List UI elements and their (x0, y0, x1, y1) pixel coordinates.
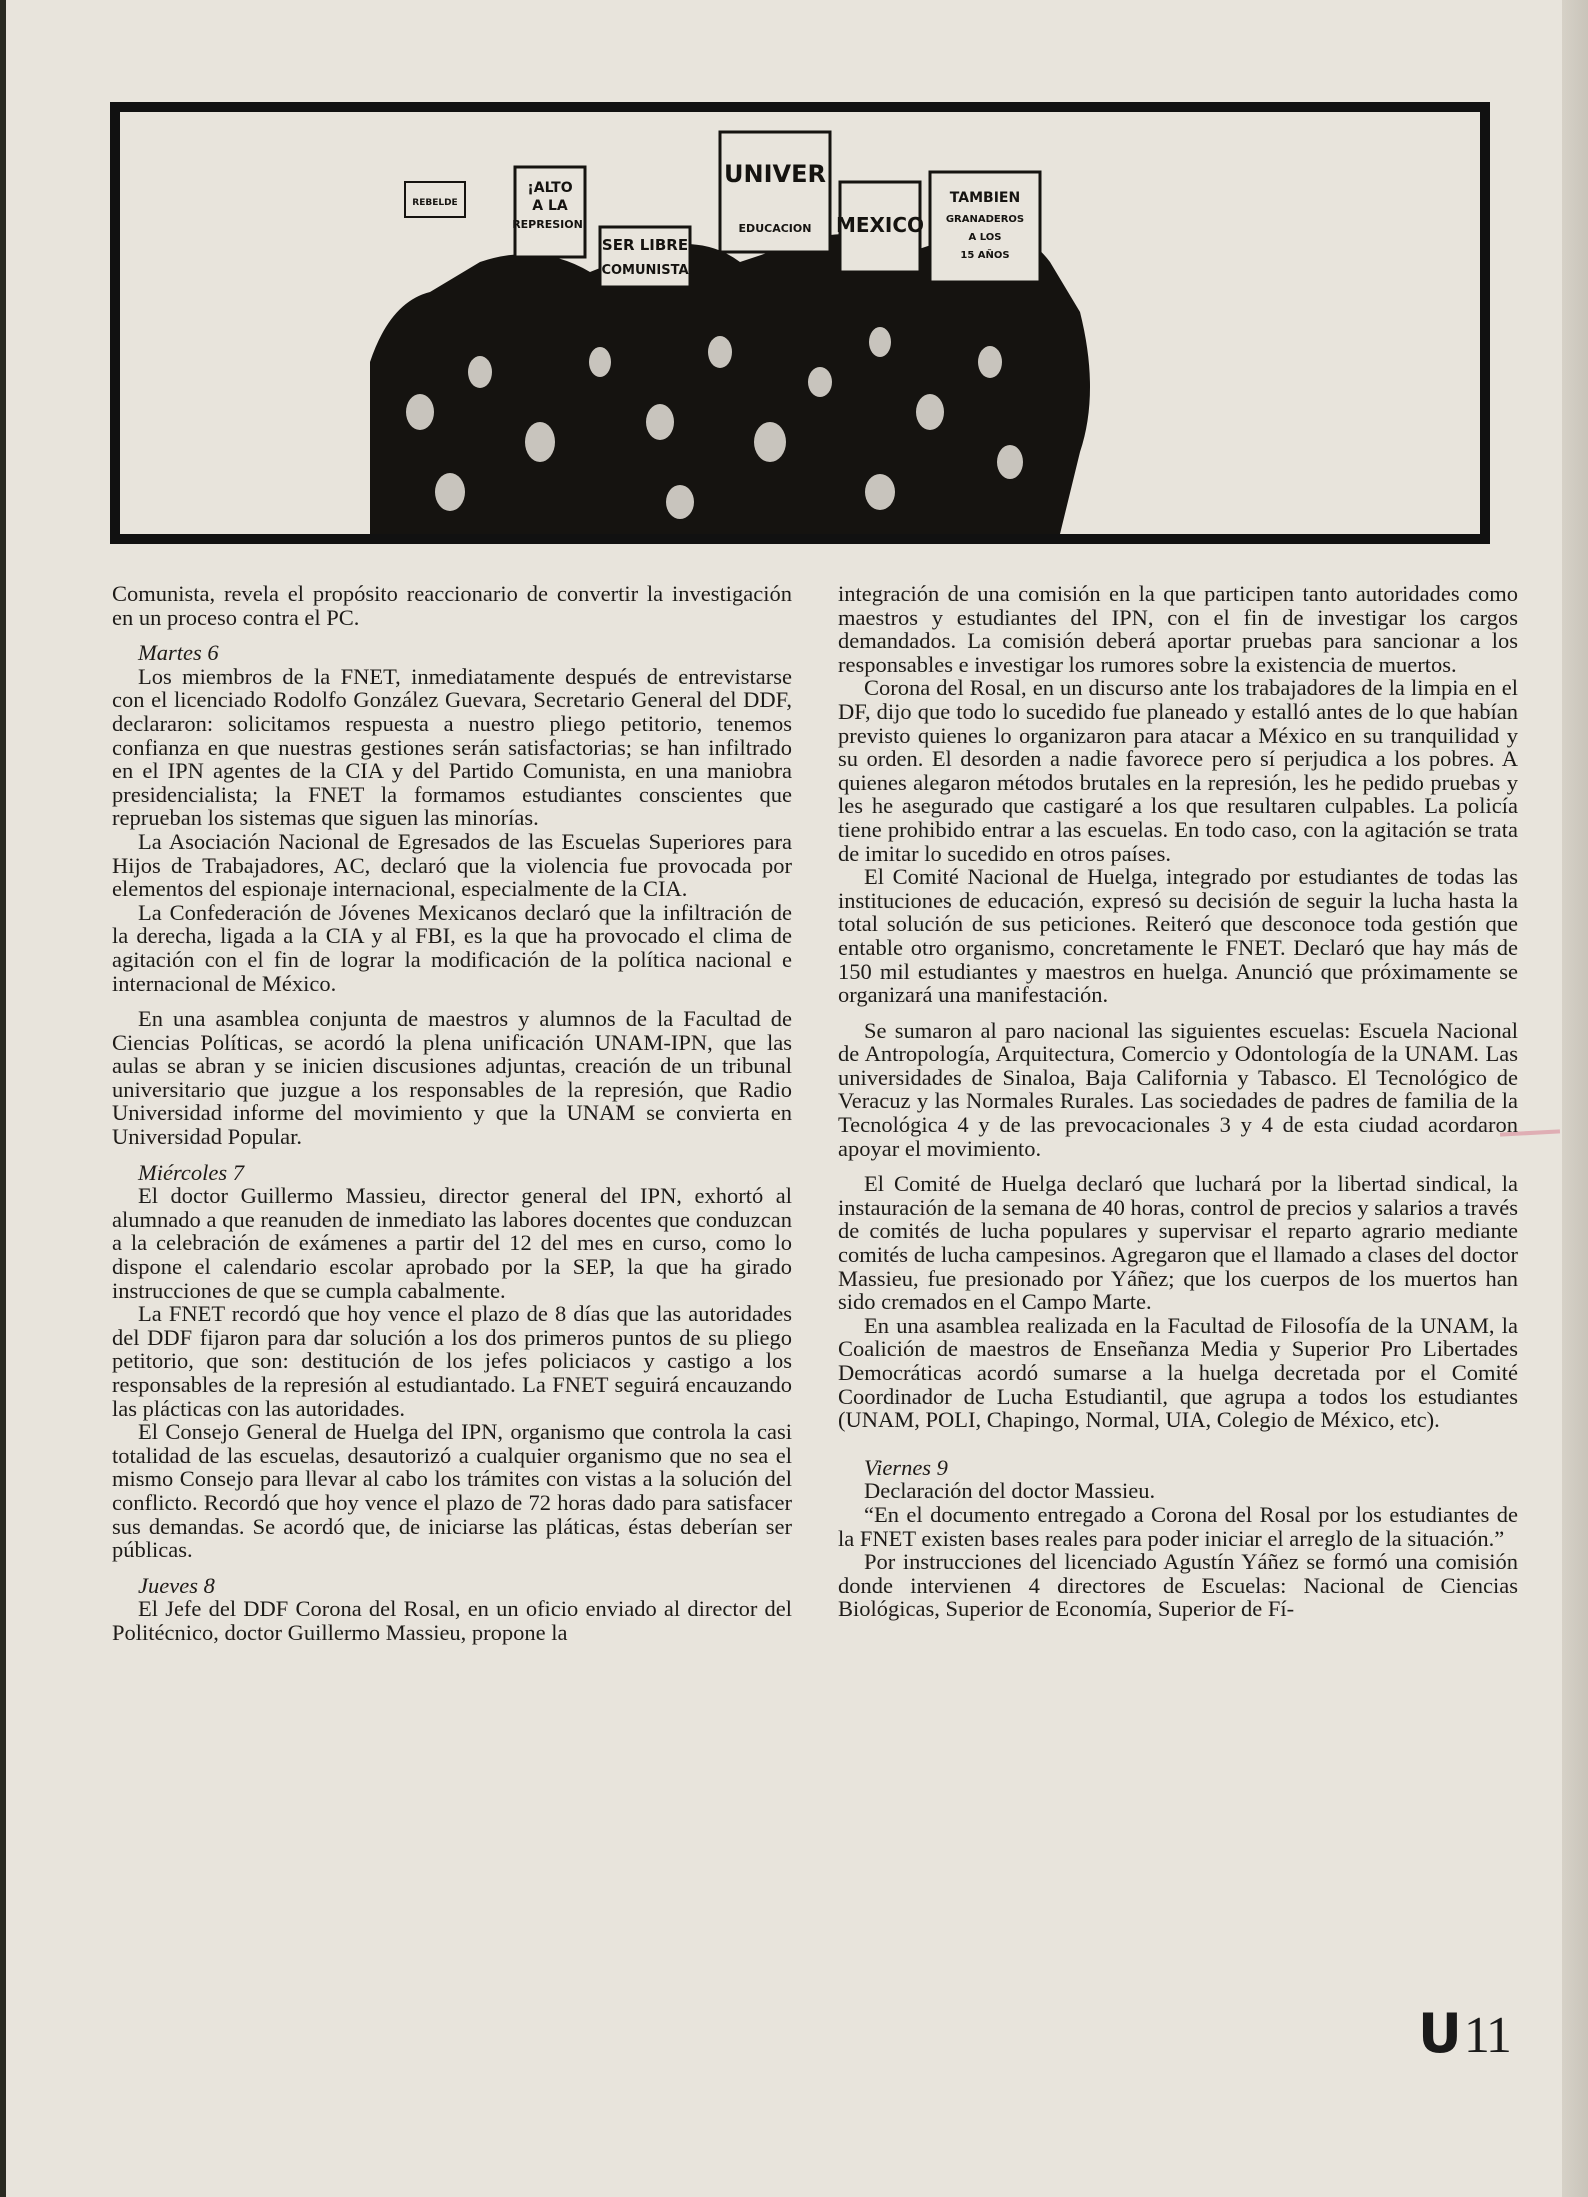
svg-text:SER LIBRE: SER LIBRE (601, 236, 689, 254)
page-edge (1562, 0, 1588, 2197)
paragraph: Por instrucciones del licenciado Agustín Yáñez se formó una comisión donde intervienen 4 directores de Escuelas: Nacional de Ciencias Biológicas, Superior de Economía, Superior de Fí- (838, 1549, 1518, 1622)
date-heading: Martes 6 (138, 640, 219, 666)
paragraph: En una asamblea conjunta de maestros y alumnos de la Facultad de Ciencias Políticas, se acordó la plena unificación UNAM-IPN, que las aulas se abran y se inicien discusiones adjuntas, creación de un tribunal universitario que juzgue a los responsables de la represión, que Radio Universidad informe del movimiento y que la UNAM se convierta en Universidad Popular. (112, 1006, 792, 1150)
binding-shadow (0, 0, 6, 2197)
paragraph: Declaración del doctor Massieu. (864, 1478, 1156, 1504)
date-heading: Jueves 8 (138, 1572, 215, 1598)
svg-text:MEXICO: MEXICO (835, 213, 925, 237)
svg-text:EDUCACION: EDUCACION (738, 222, 812, 235)
paragraph: En una asamblea realizada en la Facultad de Filosofía de la UNAM, la Coalición de maestros de Enseñanza Media y Superior Pro Libertades Democráticas acordó sumarse a la huelga decretada por el Comité Coordinador de Lucha Estudiantil, que agrupa a todos los estudiantes (UNAM, POLI, Chapingo, Normal, UIA, Colegio de México, etc). (838, 1312, 1518, 1433)
svg-text:¡ALTO: ¡ALTO (527, 180, 573, 196)
date-heading: Miércoles 7 (138, 1159, 245, 1185)
paragraph: integración de una comisión en la que participen tanto autoridades como maestros y estudiantes del IPN, con el fin de investigar los cargos demandados. La comisión deberá aportar pruebas para sancionar a los responsables e investigar los rumores sobre la existencia de muertos. (838, 581, 1518, 677)
svg-text:REBELDE: REBELDE (412, 198, 458, 208)
left-column (112, 582, 792, 1645)
svg-text:UNIVER: UNIVER (724, 160, 826, 188)
svg-text:REPRESION!: REPRESION! (512, 218, 588, 231)
paragraph: La FNET recordó que hoy vence el plazo de 8 días que las autoridades del DDF fijaron para dar solución a los dos primeros puntos de su pliego petitorio, que son: destitución de los jefes policiacos y castigo a los responsables de la represión al estudiantado. La FNET seguirá encauzando las plácticas con las autoridades. (112, 1301, 792, 1421)
page-number-value: 11 (1463, 2007, 1510, 2064)
paragraph: El doctor Guillermo Massieu, director general del IPN, exhortó al alumnado a que reanuden de inmediato las labores docentes que conduzcan a la celebración de exámenes a partir del 12 del mes en curso, como lo dispone el calendario escolar aprobado por la SEP, la que ha girado instrucciones de que se cumpla cabalmente. (112, 1183, 792, 1303)
svg-text:GRANADEROS: GRANADEROS (945, 214, 1025, 225)
protest-crowd-photo-icon (120, 112, 1480, 534)
page-number (1418, 2002, 1510, 2065)
protest-photo-frame (110, 102, 1490, 544)
svg-text:TAMBIEN: TAMBIEN (949, 190, 1021, 206)
paragraph: El Consejo General de Huelga del IPN, organismo que controla la casi totalidad de las escuelas, desautorizó a cualquier organismo que no sea el mismo Consejo para llevar al cabo los trámites con vistas a la solución del conflicto. Recordó que hoy vence el plazo de 72 horas dado para satisfacer sus demandas. Se acordó que, de iniciarse las pláticas, éstas deberían ser públicas. (112, 1419, 792, 1563)
paragraph: Los miembros de la FNET, inmediatamente después de entrevistarse con el licenciado Rodolfo González Guevara, Secretario General del DDF, declararon: solicitamos respuesta a nuestro pliego petitorio, tenemos confianza en que nuestras gestiones serán satisfactorias; se han infiltrado en el IPN agentes de la CIA y del Partido Comunista, en una maniobra presidencialista; la FNET la formamos estudiantes conscientes que reprueban los sistemas que siguen las minorías. (112, 663, 792, 831)
paragraph: Corona del Rosal, en un discurso ante los trabajadores de la limpia en el DF, dijo que todo lo sucedido fue planeado y estalló antes de lo que habían previsto quienes lo organizaron para atacar a México en su tranquilidad y su orden. El desorden a nadie favorece pero sí perjudica a los pobres. A quienes alegaron métodos brutales en la represión, les he pedido pruebas y les he asegurado que castigaré a los que resultaren culpables. La policía tiene prohibido entrar a las escuelas. En todo caso, con la agitación se trata de imitar lo sucedido en otros países. (838, 675, 1518, 866)
paragraph: La Confederación de Jóvenes Mexicanos declaró que la infiltración de la derecha, ligada a la CIA y al FBI, es la que ha provocado el clima de agitación con el fin de lograr la modificación de la política nacional e internacional de México. (112, 899, 792, 996)
svg-text:A LA: A LA (532, 198, 568, 214)
paragraph: El Comité de Huelga declaró que luchará por la libertad sindical, la instauración de la semana de 40 horas, control de precios y salarios a través de comités de lucha populares y supervisar el reparto agrario mediante comités de lucha campesinos. Agregaron que el llamado a clases del doctor Massieu, fue presionado por Yáñez; que los cuerpos de los muertos han sido cremados en el Campo Marte. (838, 1171, 1518, 1315)
paragraph: Se sumaron al paro nacional las siguientes escuelas: Escuela Nacional de Antropología, Arquitectura, Comercio y Odontología de la UNAM. Las universidades de Sinaloa, Baja California y Tabasco. El Tecnológico de Veracuz y las Normales Rurales. Las sociedades de padres de familia de la Tecnológica 4 y de las prevocacionales 3 y 4 de esta ciudad acordaron apoyar el movimiento. (838, 1017, 1518, 1161)
date-heading: Viernes 9 (864, 1454, 948, 1480)
svg-text:COMUNISTA: COMUNISTA (601, 263, 689, 278)
magazine-logo: U (1418, 2002, 1460, 2065)
paragraph: Comunista, revela el propósito reaccionario de convertir la investigación en un proceso contra el PC. (112, 581, 792, 630)
paragraph: La Asociación Nacional de Egresados de las Escuelas Superiores para Hijos de Trabajadores, AC, declaró que la violencia fue provocada por elementos del espionaje internacional, especialmente de la CIA. (112, 828, 792, 902)
paragraph: El Jefe del DDF Corona del Rosal, en un oficio enviado al director del Politécnico, doctor Guillermo Massieu, propone la (112, 1596, 792, 1645)
svg-text:15 AÑOS: 15 AÑOS (960, 250, 1010, 261)
protest-crowd-photo (120, 112, 1480, 534)
paragraph: “En el documento entregado a Corona del Rosal por los estudiantes de la FNET existen bases reales para poder iniciar el arreglo de la situación.” (838, 1501, 1518, 1551)
right-column (838, 582, 1518, 1621)
paragraph: El Comité Nacional de Huelga, integrado por estudiantes de todas las instituciones de educación, expresó su decisión de seguir la lucha hasta la total solución de sus peticiones. Reiteró que desconoce toda gestión que entable otro organismo, concretamente le FNET. Declaró que hay más de 150 mil estudiantes y maestros en huelga. Anunció que próximamente se organizará una manifestación. (838, 864, 1518, 1008)
svg-text:A LOS: A LOS (968, 232, 1002, 243)
